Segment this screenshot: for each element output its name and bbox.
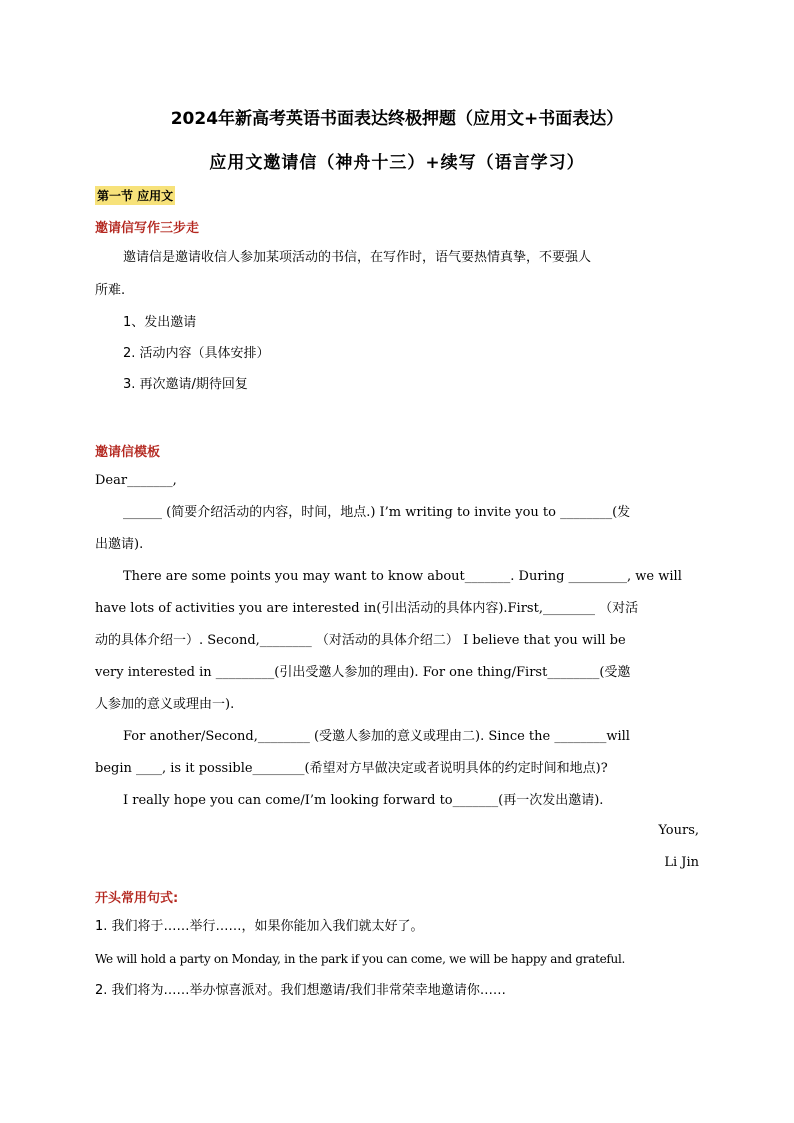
intro-text-line-1: 邀请信是邀请收信人参加某项活动的书信，在写作时，语气要热情真挚，不要强人 [123, 250, 592, 265]
template-closing: Yours, [658, 823, 699, 838]
intro-text-line-2: 所难. [95, 283, 126, 298]
template-p2-line-4: very interested in _________(引出受邀人参加的理由). For one thing/First________(受邀 [95, 665, 631, 680]
template-salutation: Dear_______, [95, 473, 177, 488]
template-p1-line-1: ______ (简要介绍活动的内容，时间，地点.) I’m writing to invite you to ________(发 [123, 505, 631, 520]
opening-heading: 开头常用句式: [95, 891, 179, 906]
document-title: 2024年新高考英语书面表达终极押题（应用文+书面表达） [170, 109, 624, 129]
step-item-1: 1、发出邀请 [123, 315, 197, 330]
section-tag: 第一节 应用文 [95, 186, 175, 205]
opening-item-3: 2. 我们将为……举办惊喜派对。我们想邀请/我们非常荣幸地邀请你…… [95, 983, 506, 998]
template-signature: Li Jin [664, 855, 699, 870]
steps-heading: 邀请信写作三步走 [95, 221, 200, 236]
step-item-3: 3. 再次邀请/期待回复 [123, 377, 248, 392]
template-p2-line-1: There are some points you may want to know about_______. During _________, we will [123, 569, 682, 584]
template-p2-line-3: 动的具体介绍一）. Second,________ （对活动的具体介绍二） I believe that you will be [95, 633, 626, 648]
template-p4-line-1: I really hope you can come/I’m looking forward to_______(再一次发出邀请). [123, 793, 604, 808]
document-subtitle: 应用文邀请信（神舟十三）+续写（语言学习） [209, 153, 585, 173]
opening-item-2: We will hold a party on Monday, in the park if you can come, we will be happy and grateful. [95, 952, 626, 966]
template-heading: 邀请信模板 [95, 445, 161, 460]
template-p2-line-5: 人参加的意义或理由一). [95, 697, 235, 712]
template-p3-line-2: begin ____, is it possible________(希望对方早做决定或者说明具体的约定时间和地点)? [95, 761, 608, 776]
step-item-2: 2. 活动内容（具体安排） [123, 346, 270, 361]
opening-item-1: 1. 我们将于……举行……，如果你能加入我们就太好了。 [95, 919, 424, 934]
template-p3-line-1: For another/Second,________ (受邀人参加的意义或理由二). Since the ________will [123, 729, 630, 744]
template-p1-line-2: 出邀请). [95, 537, 144, 552]
template-p2-line-2: have lots of activities you are interested in(引出活动的具体内容).First,________ （对活 [95, 601, 639, 616]
